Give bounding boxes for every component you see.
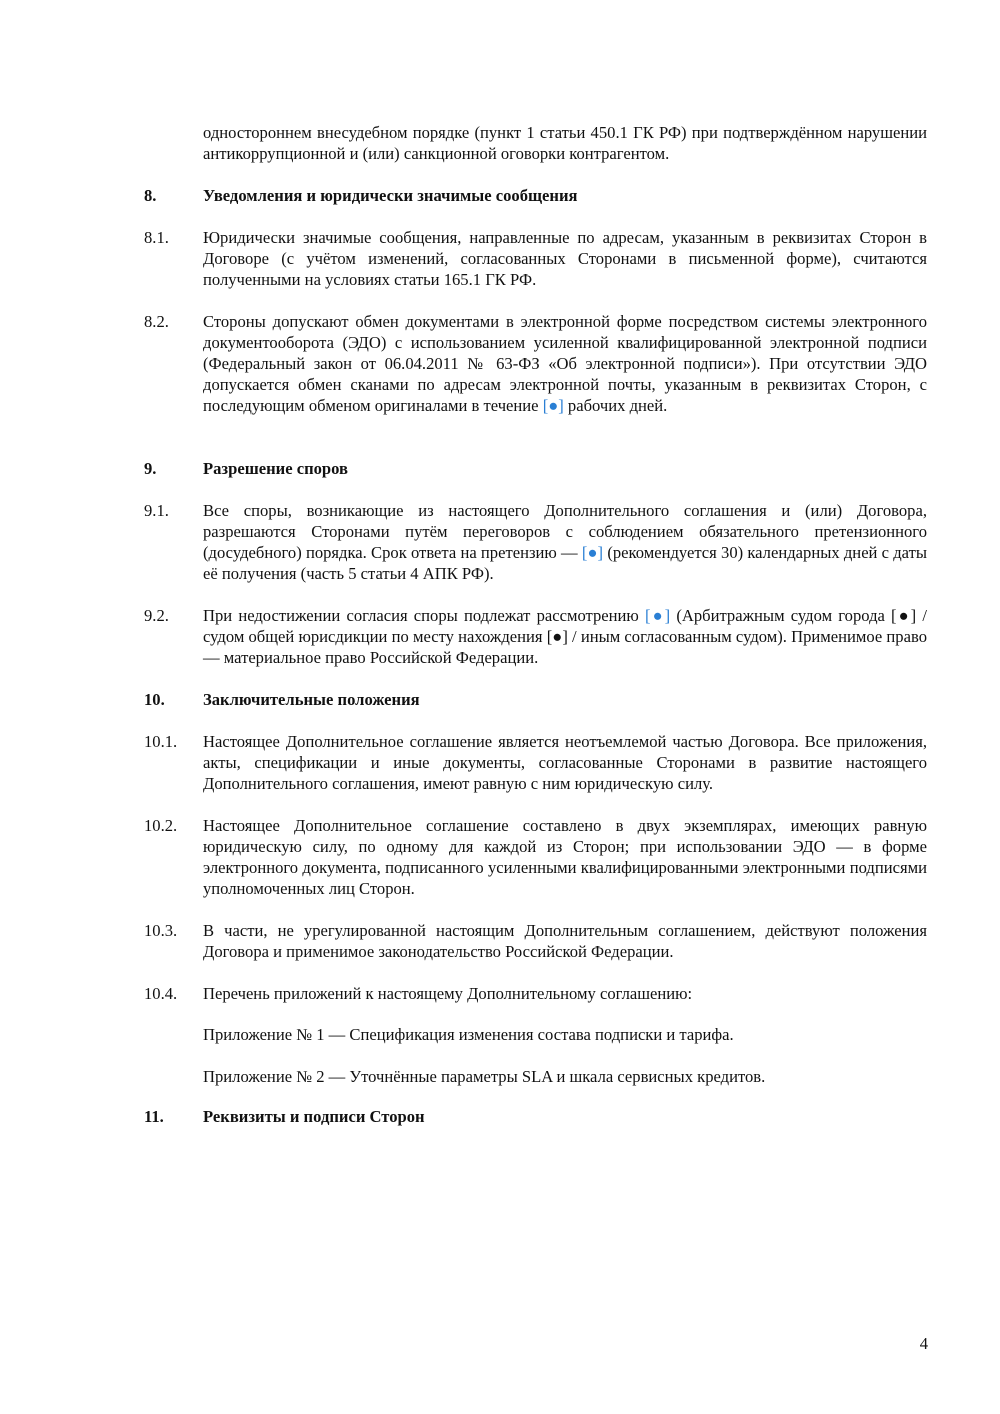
- placeholder-field: [●]: [645, 606, 671, 625]
- clause-8-2-text-a: Стороны допускают обмен документами в электронной форме посредством системы электронного документооборота (ЭДО) с использованием усиленной квалифицированной электронной подписи (Федеральный закон от 06.04.2011 № 63-ФЗ «Об электронной подписи»). При отсутствии ЭДО допускается обмен сканами по адресам электронной почты, указанным в реквизитах Сторон, с последующим обменом оригиналами в течение: [203, 312, 927, 415]
- section-9-title: Разрешение споров: [203, 459, 349, 478]
- section-11-title: Реквизиты и подписи Сторон: [203, 1107, 425, 1126]
- section-10-title: Заключительные положения: [203, 690, 420, 709]
- clause-9-1-text: [203, 500, 927, 584]
- section-8-number: 8.: [144, 186, 157, 205]
- clause-10-2-number: 10.2.: [144, 816, 178, 835]
- clause-9-1-text-b: (рекомендуется 30) календарных дней с даты её получения (часть 5 статьи 4 АПК РФ).: [203, 543, 928, 583]
- clause-10-3-text: В части, не урегулированной настоящим Дополнительным соглашением, действуют положения Договора и применимое законодательство Российской Федерации.: [203, 921, 927, 961]
- continuation-text: одностороннем внесудебном порядке (пункт 1 статьи 450.1 ГК РФ) при подтверждённом нарушении антикоррупционной и (или) санкционной оговорки контрагентом.: [203, 123, 927, 163]
- clause-10-1-text: Настоящее Дополнительное соглашение является неотъемлемой частью Договора. Все приложения, акты, спецификации и иные документы, согласованные Сторонами в развитие настоящего Дополнительного соглашения, имеют равную с ним юридическую силу.: [203, 732, 927, 793]
- section-10-number: 10.: [144, 690, 165, 709]
- placeholder-field: [●]: [542, 396, 564, 415]
- section-8-title: Уведомления и юридически значимые сообщения: [203, 186, 578, 205]
- section-11-number: 11.: [144, 1107, 164, 1126]
- clause-8-2-text-b: рабочих дней.: [567, 396, 668, 415]
- annex-2-item: Приложение № 2 — Уточнённые параметры SLA и шкала сервисных кредитов.: [203, 1067, 766, 1086]
- clause-8-2-text: [203, 311, 927, 416]
- clause-10-1-number: 10.1.: [144, 732, 178, 751]
- clause-10-3-number: 10.3.: [144, 921, 178, 940]
- clause-9-2-number: 9.2.: [144, 606, 169, 625]
- clause-8-2-number: 8.2.: [144, 312, 169, 331]
- page-number: 4: [919, 1334, 928, 1353]
- clause-10-4-number: 10.4.: [144, 984, 178, 1003]
- clause-8-1-number: 8.1.: [144, 228, 169, 247]
- clause-9-1-text-a: Все споры, возникающие из настоящего Дополнительного соглашения и (или) Договора, разрешаются Сторонами путём переговоров с соблюдением обязательного претензионного (досудебного) порядка. Срок ответа на претензию —: [203, 501, 927, 562]
- clause-10-4-text: Перечень приложений к настоящему Дополнительному соглашению:: [203, 984, 693, 1003]
- annex-1-item: Приложение № 1 — Спецификация изменения состава подписки и тарифа.: [203, 1025, 734, 1044]
- clause-9-2-text-a: При недостижении согласия споры подлежат рассмотрению: [203, 606, 639, 625]
- section-9-number: 9.: [144, 459, 157, 478]
- clause-9-2-text: [203, 605, 927, 668]
- clause-8-1-text: Юридически значимые сообщения, направленные по адресам, указанным в реквизитах Сторон в Договоре (с учётом изменений, согласованных Сторонами в письменной форме), считаются полученными на условиях статьи 165.1 ГК РФ.: [203, 228, 927, 289]
- clause-9-2-text-b: (Арбитражным судом города [●] / судом общей юрисдикции по месту нахождения [●] / иным согласованным судом). Применимое право — материальное право Российской Федерации.: [203, 606, 927, 667]
- clause-9-1-number: 9.1.: [144, 501, 169, 520]
- placeholder-field: [●]: [581, 543, 604, 562]
- clause-10-2-text: Настоящее Дополнительное соглашение составлено в двух экземплярах, имеющих равную юридическую силу, по одному для каждой из Сторон; при использовании ЭДО — в форме электронного документа, подписанного усиленными квалифицированными электронными подписями уполномоченных лиц Сторон.: [203, 816, 927, 898]
